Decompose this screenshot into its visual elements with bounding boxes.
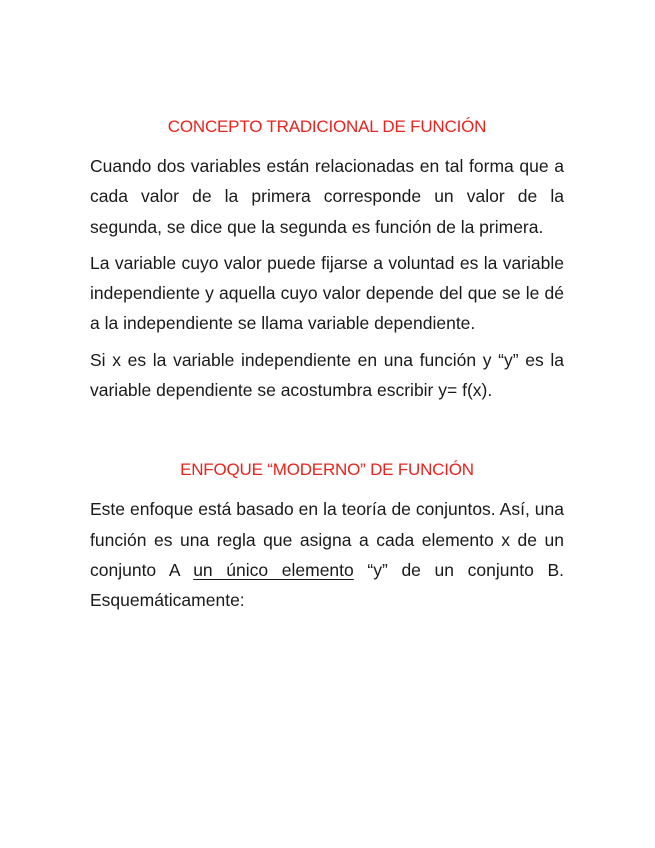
paragraph-definition: Cuando dos variables están relacionadas en tal forma que a cada valor de la primera corresponde un valor de la segunda, se dice que la segunda es función de la primera. xyxy=(90,156,564,237)
page-content xyxy=(90,112,564,622)
section-heading-modern: ENFOQUE “MODERNO” DE FUNCIÓN xyxy=(180,460,474,480)
paragraph-notation: Si x es la variable independiente en una función y “y” es la variable dependiente se acostumbra escribir y= f(x). xyxy=(90,349,564,401)
paragraph-modern-text-start: Este enfoque está basado en la teoría de conjuntos. Así, una función es una regla que asigna a cada elemento x de un conjunto A xyxy=(90,499,564,580)
paragraph-variables: La variable cuyo valor puede fijarse a voluntad es la variable independiente y aquella cuyo valor depende del que se le dé a la independiente se llama variable dependiente. xyxy=(90,252,564,334)
underlined-phrase: un único elemento xyxy=(193,559,354,580)
paragraph-modern-text-end: “y” de un conjunto B. Esquemáticamente: xyxy=(90,559,564,611)
paragraph-modern-approach xyxy=(90,494,564,615)
section-heading-traditional: CONCEPTO TRADICIONAL DE FUNCIÓN xyxy=(167,117,487,136)
